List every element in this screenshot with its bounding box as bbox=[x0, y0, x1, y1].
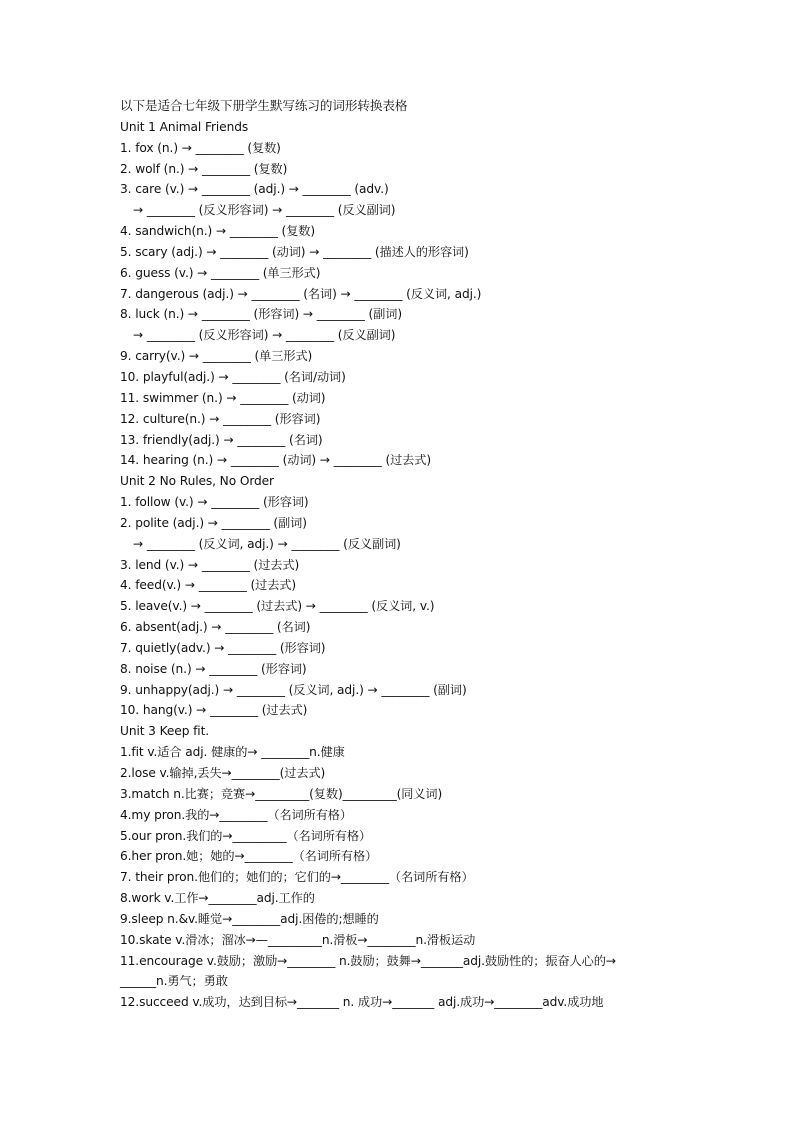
unit-1-item-3: 3. care (v.) → ________ (adj.) → ________ (adv.) bbox=[120, 182, 389, 197]
unit-3-item-8: 8.work v.工作→________adj.工作的 bbox=[120, 891, 315, 906]
unit-2-item-5: 5. leave(v.) → ________ (过去式) → ________ (反义词, v.) bbox=[120, 599, 435, 614]
unit-2-item-7: 7. quietly(adv.) → ________ (形容词) bbox=[120, 640, 326, 655]
unit-2-item-10: 10. hang(v.) → ________ (过去式) bbox=[120, 703, 308, 718]
unit-3-item-11-continued: ______n.勇气；勇敢 bbox=[120, 974, 228, 989]
unit-3-item-12: 12.succeed v.成功，达到目标→_______ n. 成功→_______ adj.成功→________adv.成功地 bbox=[120, 995, 604, 1010]
unit-3-item-6: 6.her pron.她；她的→________（名词所有格） bbox=[120, 849, 378, 864]
unit-1-item-2: 2. wolf (n.) → ________ (复数) bbox=[120, 161, 288, 176]
unit-3-item-9: 9.sleep n.&v.睡觉→________adj.困倦的;想睡的 bbox=[120, 911, 379, 926]
unit-1-item-5: 5. scary (adj.) → ________ (动词) → ________ (描述人的形容词) bbox=[120, 244, 469, 259]
unit-3-item-4: 4.my pron.我的→________（名词所有格） bbox=[120, 807, 352, 822]
unit-1-item-6: 6. guess (v.) → ________ (单三形式) bbox=[120, 265, 321, 280]
unit-2-item-1: 1. follow (v.) → ________ (形容词) bbox=[120, 495, 309, 510]
unit-1-item-9: 9. carry(v.) → ________ (单三形式) bbox=[120, 349, 313, 364]
unit-3-item-2: 2.lose v.输掉,丢失→________(过去式) bbox=[120, 766, 326, 780]
unit-3-item-10: 10.skate v.滑冰；溜冰→—_________n.滑板→________n.滑板运动 bbox=[120, 932, 476, 947]
unit-1-item-8: 8. luck (n.) → ________ (形容词) → ________ (副词) bbox=[120, 307, 402, 322]
unit-3-item-7: 7. their pron.他们的；她们的；它们的→________（名词所有格） bbox=[120, 870, 474, 885]
unit-2-item-2-continued: → ________ (反义词, adj.) → ________ (反义副词) bbox=[133, 536, 401, 551]
unit-2-item-8: 8. noise (n.) → ________ (形容词) bbox=[120, 661, 307, 676]
unit-2-item-2: 2. polite (adj.) → ________ (副词) bbox=[120, 515, 307, 530]
unit-2-item-9: 9. unhappy(adj.) → ________ (反义词, adj.) → ________ (副词) bbox=[120, 682, 467, 697]
unit-2-item-4: 4. feed(v.) → ________ (过去式) bbox=[120, 578, 297, 593]
unit-1-item-3-continued: → ________ (反义形容词) → ________ (反义副词) bbox=[133, 203, 396, 218]
unit-1-item-13: 13. friendly(adj.) → ________ (名词) bbox=[120, 432, 323, 447]
unit-1-item-1: 1. fox (n.) → ________ (复数) bbox=[120, 140, 281, 155]
unit-1-item-4: 4. sandwich(n.) → ________ (复数) bbox=[120, 224, 316, 239]
unit-1-item-8-continued: → ________ (反义形容词) → ________ (反义副词) bbox=[133, 328, 396, 343]
unit-3-item-5: 5.our pron.我们的→_________（名词所有格） bbox=[120, 828, 372, 843]
unit-3-item-11: 11.encourage v.鼓励；激励→________ n.鼓励；鼓舞→_______adj.鼓励性的；振奋人心的→ bbox=[120, 953, 616, 968]
unit-3-item-3: 3.match n.比赛；竞赛→_________(复数)_________(同义词) bbox=[120, 786, 443, 801]
unit-1-item-14: 14. hearing (n.) → ________ (动词) → ________ (过去式) bbox=[120, 453, 432, 468]
unit-2-item-3: 3. lend (v.) → ________ (过去式) bbox=[120, 557, 300, 572]
unit-2-item-6: 6. absent(adj.) → ________ (名词) bbox=[120, 620, 311, 635]
unit-1-heading: Unit 1 Animal Friends bbox=[120, 119, 249, 134]
unit-1-item-10: 10. playful(adj.) → ________ (名词/动词) bbox=[120, 369, 346, 384]
unit-2-heading: Unit 2 No Rules, No Order bbox=[120, 474, 274, 489]
document-body bbox=[120, 96, 720, 1013]
unit-1-item-12: 12. culture(n.) → ________ (形容词) bbox=[120, 411, 321, 426]
unit-3-heading: Unit 3 Keep fit. bbox=[120, 724, 210, 739]
unit-1-item-11: 11. swimmer (n.) → ________ (动词) bbox=[120, 390, 326, 405]
unit-1-item-7: 7. dangerous (adj.) → ________ (名词) → ________ (反义词, adj.) bbox=[120, 286, 482, 301]
document-title: 以下是适合七年级下册学生默写练习的词形转换表格 bbox=[120, 98, 408, 113]
unit-3-item-1: 1.fit v.适合 adj. 健康的→ ________n.健康 bbox=[120, 745, 345, 760]
